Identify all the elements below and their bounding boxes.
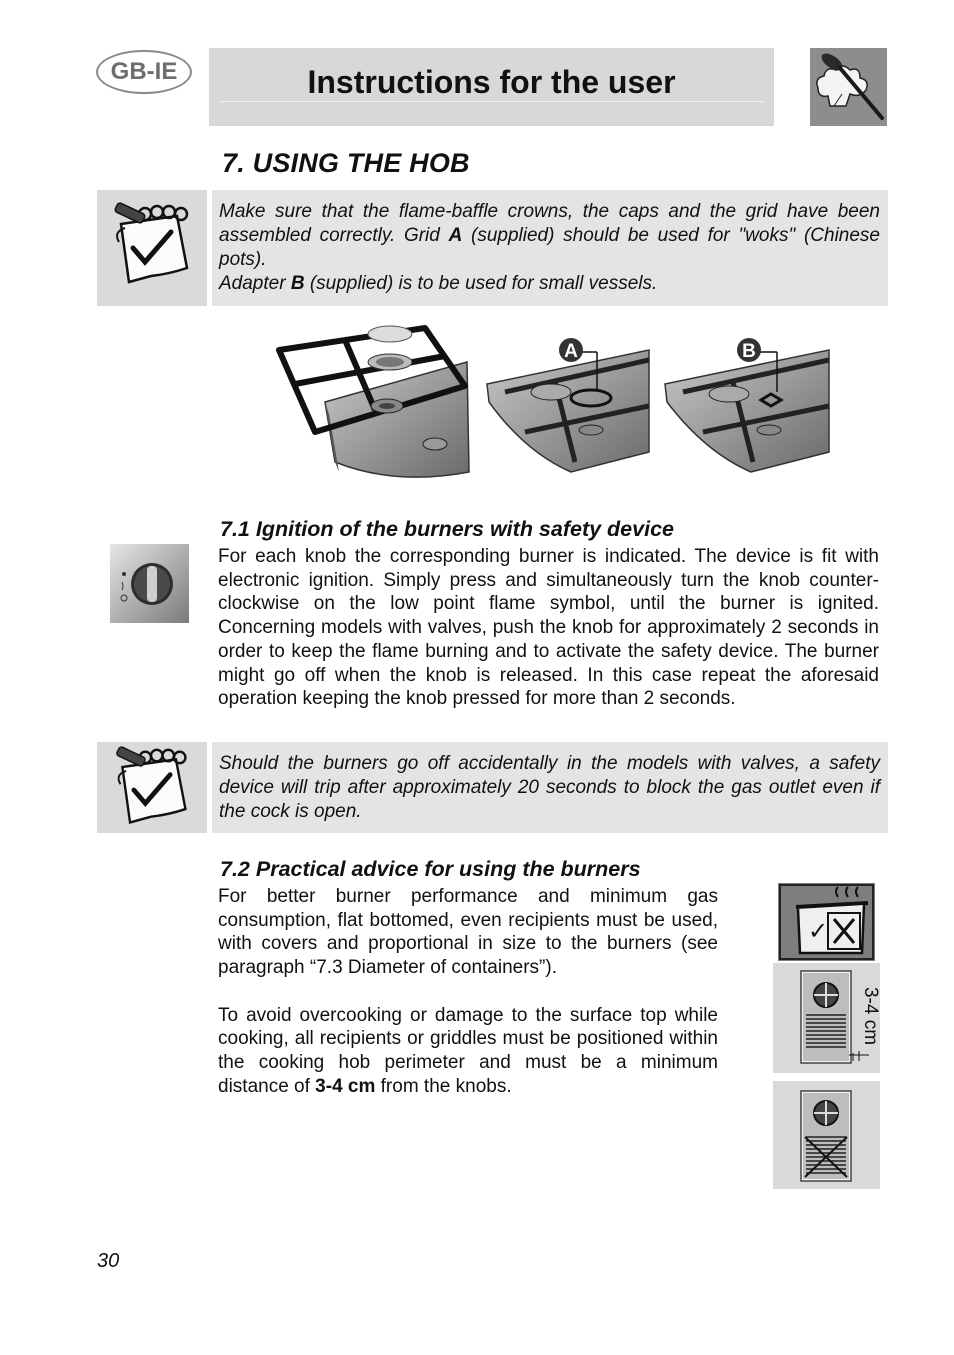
griddle-cross-icon: [773, 1081, 880, 1189]
subsection-7-2-para-1: For better burner performance and minimum gas consumption, flat bottomed, even recipients must be used, with covers and proportional in size to the burners (see paragraph “7.3 Diameter of containers”).: [218, 886, 718, 979]
language-badge: [96, 50, 192, 94]
note-icon-box-2: [97, 742, 207, 833]
note1-text-3: Adapter: [219, 273, 291, 294]
hob-panel-adapter-b: [665, 338, 829, 472]
adapter-letter: B: [290, 273, 305, 294]
svg-text:✓: ✓: [808, 917, 829, 945]
chef-spoon-icon: [810, 48, 887, 126]
hob-panel-exploded: [279, 326, 469, 477]
page-number: 30: [97, 1250, 120, 1272]
note-box-1: [212, 190, 888, 306]
pot-check-cross-icon: [778, 883, 875, 961]
knob-icon: [110, 544, 189, 623]
section-title: 7. USING THE HOB: [222, 148, 470, 178]
note-icon-box: [97, 190, 207, 306]
note1-text-4: (supplied) is to be used for small vessels.: [304, 273, 658, 294]
notepad-check-icon: [111, 746, 193, 832]
title-bar-divider: [219, 101, 764, 102]
note2-text: Should the burners go off accidentally in the models with valves, a safety device will trip after approximately 20 seconds to block the gas outlet even if the cock is open.: [219, 753, 880, 822]
note1-text-1: Make sure that the flame-baffle crowns, the caps and the grid have been assembled correctly. Grid: [219, 201, 880, 246]
para-2-text: To avoid overcooking or damage to the surface top while cooking, all recipients or griddles must be positioned within the cooking hob perimeter and must be a minimum distance of: [218, 1004, 718, 1097]
subsection-7-1-body: For each knob the corresponding burner is indicated. The device is fit with electronic ignition. Simply press and simultaneously turn the knob counter-clockwise on the low point flame symbol, until the burner is ignited. Concerning models with valves, push the knob for approximately 2 seconds in order to keep the flame burning and to activate the safety device. The burner might go off when the knob is released. In this case repeat the aforesaid operation keeping the knob pressed for more than 2 seconds.: [218, 546, 879, 710]
subsection-7-2-title: 7.2 Practical advice for using the burners: [220, 857, 641, 881]
subsection-7-1-title: 7.1 Ignition of the burners with safety device: [220, 517, 674, 541]
subsection-7-2-body: [218, 885, 718, 1098]
label-a: A: [564, 341, 578, 362]
note-box-2: [212, 742, 888, 833]
para-2-end: from the knobs.: [375, 1075, 512, 1097]
label-b: B: [742, 341, 756, 362]
hob-panel-grid-a: [487, 338, 649, 472]
note1-text-2: (supplied) should be used for "woks" (Chinese pots).: [219, 225, 880, 270]
title-bar: [209, 48, 774, 126]
hob-figure: [275, 322, 835, 486]
grid-letter: A: [448, 225, 463, 246]
subsection-7-2-para-2: [218, 1004, 718, 1099]
language-badge-label: GB-IE: [110, 58, 178, 85]
griddle-distance-icon: [773, 963, 880, 1073]
distance-value: 3-4 cm: [315, 1075, 376, 1097]
distance-label: 3-4 cm: [860, 986, 882, 1046]
page-title: Instructions for the user: [307, 64, 676, 100]
notepad-check-icon: [111, 202, 193, 292]
